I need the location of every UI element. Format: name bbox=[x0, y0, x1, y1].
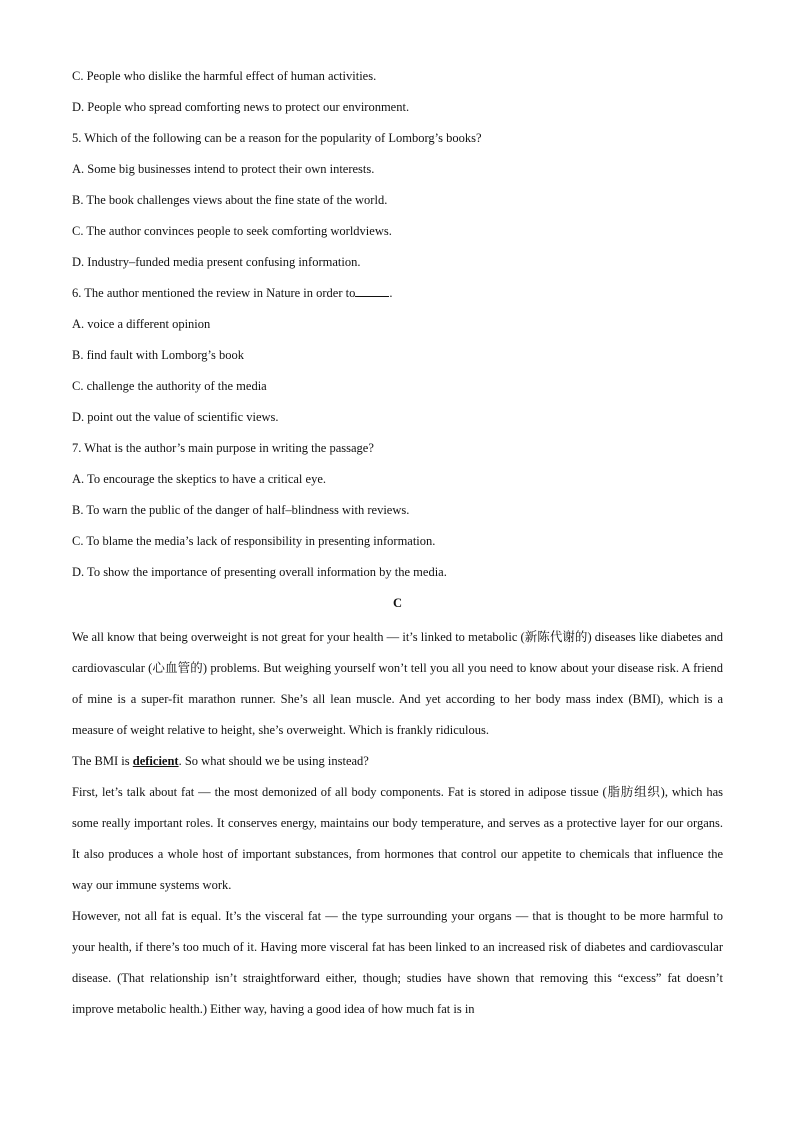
q7-option-b: B. To warn the public of the danger of half–blindness with reviews. bbox=[72, 503, 410, 517]
q6-option-a: A. voice a different opinion bbox=[72, 317, 211, 331]
passage-paragraph-2: First, let’s talk about fat — the most demonized of all body components. Fat is stored in adipose tissue (脂肪组织), which has some really important roles. It conserves energy, maintains our body temperature, and serves as a protective layer for our organs. It also produces a whole host of important substances, from hormones that control our appetite to chemicals that influence the way our immune systems work. bbox=[72, 785, 723, 892]
q5-option-d: D. Industry–funded media present confusing information. bbox=[72, 255, 361, 269]
q5-option-b: B. The book challenges views about the fine state of the world. bbox=[72, 193, 388, 207]
document-page bbox=[72, 64, 723, 1025]
q6-question-end: . bbox=[389, 286, 393, 300]
paragraph-1-last-after: . So what should we be using instead? bbox=[178, 754, 369, 768]
q6-option-c: C. challenge the authority of the media bbox=[72, 379, 267, 393]
keyword-deficient: deficient bbox=[132, 754, 179, 768]
q5-option-c: C. The author convinces people to seek comforting worldviews. bbox=[72, 224, 392, 238]
q6-option-d: D. point out the value of scientific views. bbox=[72, 410, 279, 424]
q7-option-a: A. To encourage the skeptics to have a critical eye. bbox=[72, 472, 326, 486]
q5-question: 5. Which of the following can be a reason for the popularity of Lomborg’s books? bbox=[72, 131, 482, 145]
q6-question: 6. The author mentioned the review in Nature in order to bbox=[72, 286, 356, 300]
q5-option-a: A. Some big businesses intend to protect their own interests. bbox=[72, 162, 375, 176]
paragraph-1-text: We all know that being overweight is not great for your health — it’s linked to metabolic (新陈代谢的) diseases like diabetes and cardiovascular (心血管的) problems. But weighing yourself won’t tell you all you need to know about your disease risk. A friend of mine is a super-fit marathon runner. She’s all lean muscle. And yet according to her body mass index (BMI), which is a measure of weight relative to height, she’s overweight. Which is frankly ridiculous. bbox=[72, 630, 723, 737]
section-c-heading: C bbox=[392, 596, 403, 610]
answer-blank bbox=[355, 284, 389, 297]
q4-option-c: C. People who dislike the harmful effect of human activities. bbox=[72, 69, 377, 83]
q7-question: 7. What is the author’s main purpose in writing the passage? bbox=[72, 441, 374, 455]
passage-paragraph-3: However, not all fat is equal. It’s the visceral fat — the type surrounding your organs — that is thought to be more harmful to your health, if there’s too much of it. Having more visceral fat has been linked to an increased risk of diabetes and cardiovascular disease. (That relationship isn’t straightforward either, though; studies have shown that removing this “excess” fat doesn’t improve metabolic health.) Either way, having a good idea of how much fat is in bbox=[72, 909, 723, 1016]
q6-question-line bbox=[72, 281, 723, 312]
q6-option-b: B. find fault with Lomborg’s book bbox=[72, 348, 244, 362]
q7-option-d: D. To show the importance of presenting overall information by the media. bbox=[72, 565, 447, 579]
q4-option-d: D. People who spread comforting news to protect our environment. bbox=[72, 100, 410, 114]
passage-paragraph-1 bbox=[72, 622, 723, 777]
paragraph-1-last-before: The BMI is bbox=[72, 754, 133, 768]
q7-option-c: C. To blame the media’s lack of responsibility in presenting information. bbox=[72, 534, 436, 548]
